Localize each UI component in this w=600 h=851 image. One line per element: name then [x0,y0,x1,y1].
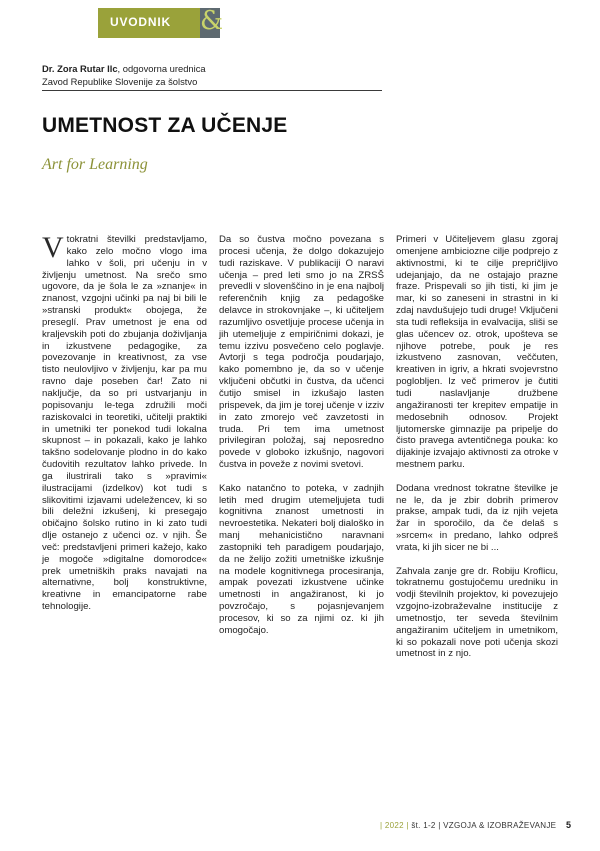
page-number: 5 [566,820,572,830]
footer-issue: št. 1-2 [411,821,436,830]
text-column-3 [396,234,558,672]
section-label: UVODNIK [110,15,171,29]
author-block [42,62,402,88]
author-institution: Zavod Republike Slovenije za šolstvo [42,76,198,87]
author-name: Dr. Zora Rutar Ilc [42,63,118,74]
text-column-1 [42,231,207,625]
paragraph: Da so čustva močno povezana s procesi učenja, že dolgo dokazujejo tudi raziskave. V publikaciji O naravi učenja – pred leti smo jo na ZRSŠ prevedli v slovenščino in je ena najbolj referenčnih knjig za pedagoške delavce in strokovnjake –, ki učiteljem razumljivo osvetljuje procese učenja in jih utemeljuje z empiričnimi dokazi, je temu izzivu posvečeno celo poglavje. Avtorji s tega področja poudarjajo, kako pomembno je, da so v učenje vključeni občutki in čustva, da učenci čutijo smisel in izkušajo lasten prispevek, da jim je torej učenje v izziv in zato zmorejo več zavzetosti in truda. Pri tem ima umetnost privilegiran položaj, saj neposredno povede v globoko izkušnjo, nagovori čustva in poveže z novimi svetovi. [219,234,384,471]
paragraph: Dodana vrednost tokratne številke je ne le, da je zbir dobrih primerov prakse, ampak tudi, da iz njih vejeta žar in sporočilo, da če delaš s »srcem« in predano, lahko odpreš vrata, ki jih sicer ne bi ... [396,482,558,553]
author-line [42,62,402,75]
header-bar [0,0,600,38]
drop-cap: V [42,231,64,264]
article-title: UMETNOST ZA UČENJE [42,114,288,137]
article-subtitle: Art for Learning [42,156,148,173]
text-column-2 [219,234,384,648]
paragraph: Zahvala zanje gre dr. Robiju Kroflicu, tokratnemu gostujočemu uredniku in vodji številnih projektov, ki povezujejo vzgojno-izobraževalne institucije z umetnostjo, ter seveda številnim angažiranim učiteljem in umetnikom, ki so pokazali nove poti učenja skozi umetnost in z njo. [396,565,558,660]
footer-info [380,821,556,830]
author-role: , odgovorna urednica [117,63,206,74]
header-left-blank [0,8,98,38]
paragraph [42,231,207,613]
divider-rule [42,90,382,91]
paragraph-text: tokratni številki predstavljamo, kako zelo močno vlogo ima lahko v šoli, pri učenju in v življenju umetnost. Na srečo smo ugovore, da je šola le za »znanje« in znanost, vzgojni učinki pa naj bi bili le »stranski produkt« obojega, že preseglí. Prav umetnost je ena od kraljevskih poti do zbujanja doživljanja in izkustvene pedagogike, za povezovanje in kreativnost, za vse tisto neulovljivo v življenju, kar pa mu ravno daje poseben čar! Zato ni naključje, da so pri ustvarjanju in popisovanju le-tega združili moči raziskovalci in teoretiki, učitelji praktiki in umetniki ter ponekod tudi lokalna skupnost – in pokazali, kako je lahko takšno sodelovanje plodno in do kako čudovitih rezultatov lahko privede. In ga ilustrirali tako s »pravimi« ilustracijami (izdelkov) kot tudi s slikovitimi izjavami udeležencev, ki so bili deležni izkušenj, ki presegajo običajno šolsko rutino in ki zato tudi dlje ostanejo z učenci oz. v njih. Še več: predstavljeni primeri kažejo, kako je mogoče »digitalne domorodce« prek umetniških praks navajati na alternativne, bolj konstruktivne, kreativne in emancipatorne rabe tehnologije. [42,234,207,613]
paragraph: Primeri v Učiteljevem glasu zgoraj omenjene ambiciozne cilje podprejo z aktivnostmi, ki te cilje prepričljivo udejanjajo, da ne ostajajo prazne fraze. Prispevali so jih tisti, ki jim je mar, ki so zaneseni in strastni in ki zdaj navdušujejo tudi druge! Vključeni sta tudi refleksija in evalvacija, sliši se glas učencev oz. otrok, upošteva se njihove potrebe, pouk je res izkustveno zasnovan, veččuten, kreativen in igriv, a hkrati svojevrstno poglobljen. Iz več primerov je čutiti tudi naslavljanje družbene angažiranosti ter krepitev empatije in medosebnih odnosov. Projekt ljutomerske gimnazije pa pripelje do čisto pravega avtentičnega pouka: ko dijakinje izvajajo aktivnosti za otroke v mestnem parku. [396,234,558,471]
ampersand-logo: & [200,6,224,36]
paragraph: Kako natančno to poteka, v zadnjih letih med drugim utemeljujeta tudi kognitivna znanost umetnosti in nevroestetika. Nekateri bolj dialoško in manj mehanicistično naravnani zastopniki teh paradigem poudarjajo, da ne želijo zožiti umetniške izkušnje na modele kognitivnega procesiranja, ampak povezati izkustvene učinke umetnosti in angažiranost, ki jo povzročajo, s pojasnjevanjem procesov, ki so za njimi oz. ki jih omogočajo. [219,482,384,636]
footer-journal: | VZGOJA & IZOBRAŽEVANJE [438,821,557,830]
footer-year: | 2022 | [380,821,409,830]
